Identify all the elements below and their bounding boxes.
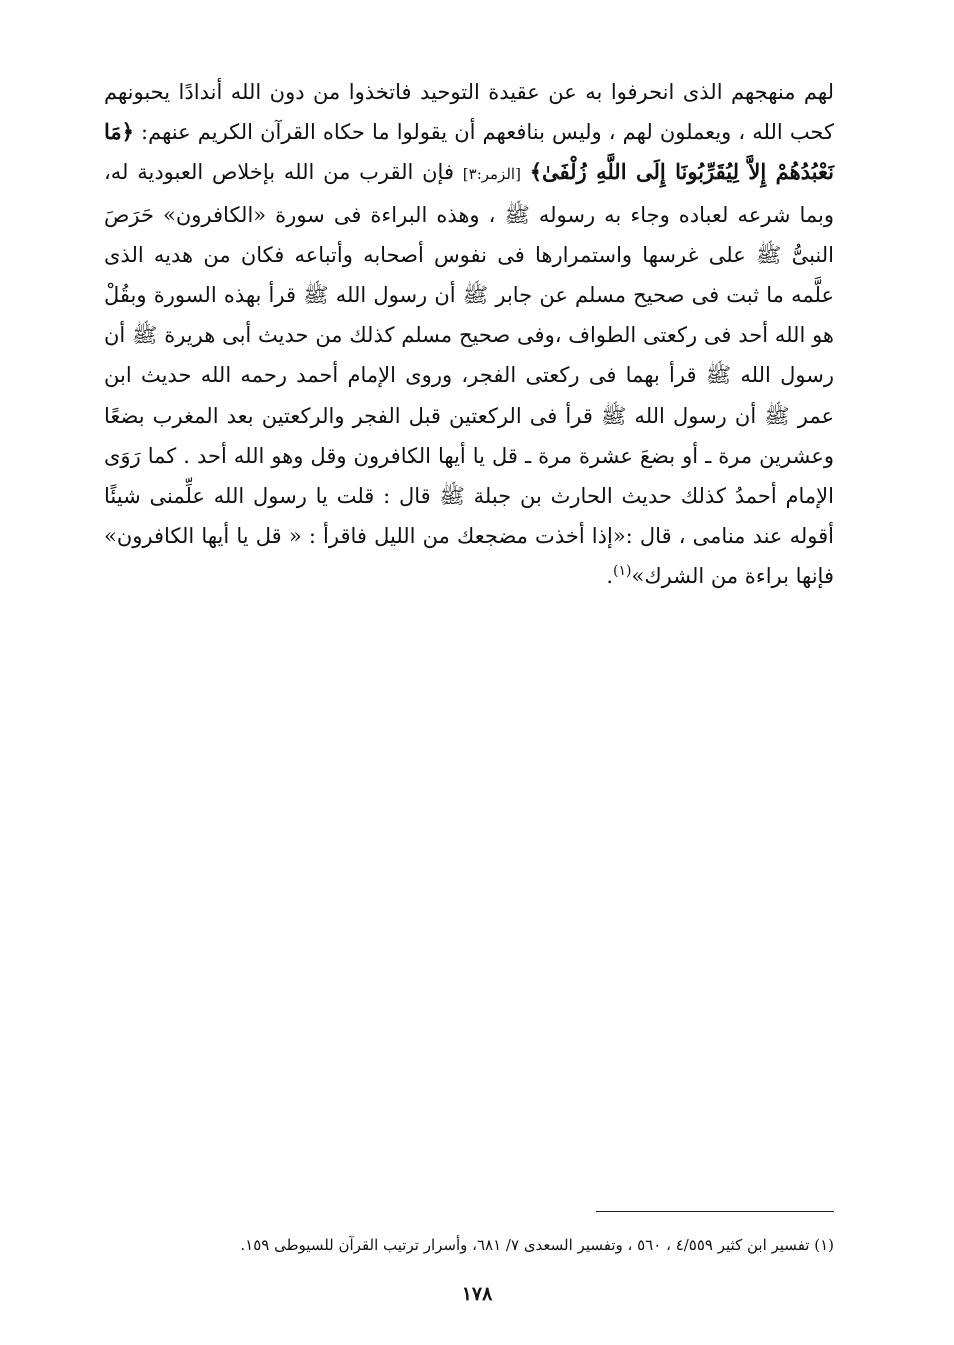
text-before-quran: لهم منهجهم الذى انحرفوا به عن عقيدة التوحيد فاتخذوا من دون الله أندادًا يحبونهم كحب الله ، ويعملون لهم ، وليس بنافعهم أن يقولوا ما حكاه القرآن الكريم عنهم: <box>104 80 834 145</box>
main-paragraph <box>104 72 834 597</box>
footnote-marker: (١) <box>613 563 632 580</box>
footnote: (١) تفسير ابن كثير ٤/٥٥٩ ، ٥٦٠ ، وتفسير السعدى ٧/ ٦٨١، وأسرار ترتيب القرآن للسيوطى ١٥٩. <box>240 1236 834 1254</box>
footnote-separator <box>596 1211 834 1212</box>
text-after-quran: فإن القرب من الله بإخلاص العبودية له، وبما شرعه لعباده وجاء به رسوله ﷺ ، وهذه البراءة فى سورة «الكافرون» حَرَصَ النبىُّ ﷺ على غرسها واستمرارها فى نفوس أصحابه وأتباعه فكان من هديه الذى علَّمه ما ثبت فى صحيح مسلم عن جابر ﷺ أن رسول الله ﷺ قرأ بهذه السورة وبقُلْ هو الله أحد فى ركعتى الطواف ،وفى صحيح مسلم كذلك من حديث أبى هريرة ﷺ أن رسول الله ﷺ قرأ بهما فى ركعتى الفجر، وروى الإمام أحمد رحمه الله حديث ابن عمر ﷺ أن رسول الله ﷺ قرأ فى الركعتين قبل الفجر والركعتين بعد المغرب بضعًا وعشرين مرة ـ أو بضعَ عشرة مرة ـ قل يا أيها الكافرون وقل وهو الله أحد . كما رَوَى الإمام أحمدُ كذلك حديث الحارث بن جبلة ﷺ قال : قلت يا رسول الله علِّمنى شيئًا أقوله عند منامى ، قال :«إذا أخذت مضجعك من الليل فاقرأ : « قل يا أيها الكافرون» فإنها براءة من الشرك» <box>104 160 834 589</box>
main-text <box>104 72 834 597</box>
end-mark: . <box>606 564 614 589</box>
page-number: ١٧٨ <box>461 1283 493 1305</box>
quran-reference: [الزمر:٣] <box>462 165 521 184</box>
quran-quote: ﴿مَا نَعْبُدُهُمْ إِلاَّ لِيُقَرِّبُونَا إِلَى اللَّهِ زُلْفَىٰ﴾ <box>104 119 834 185</box>
